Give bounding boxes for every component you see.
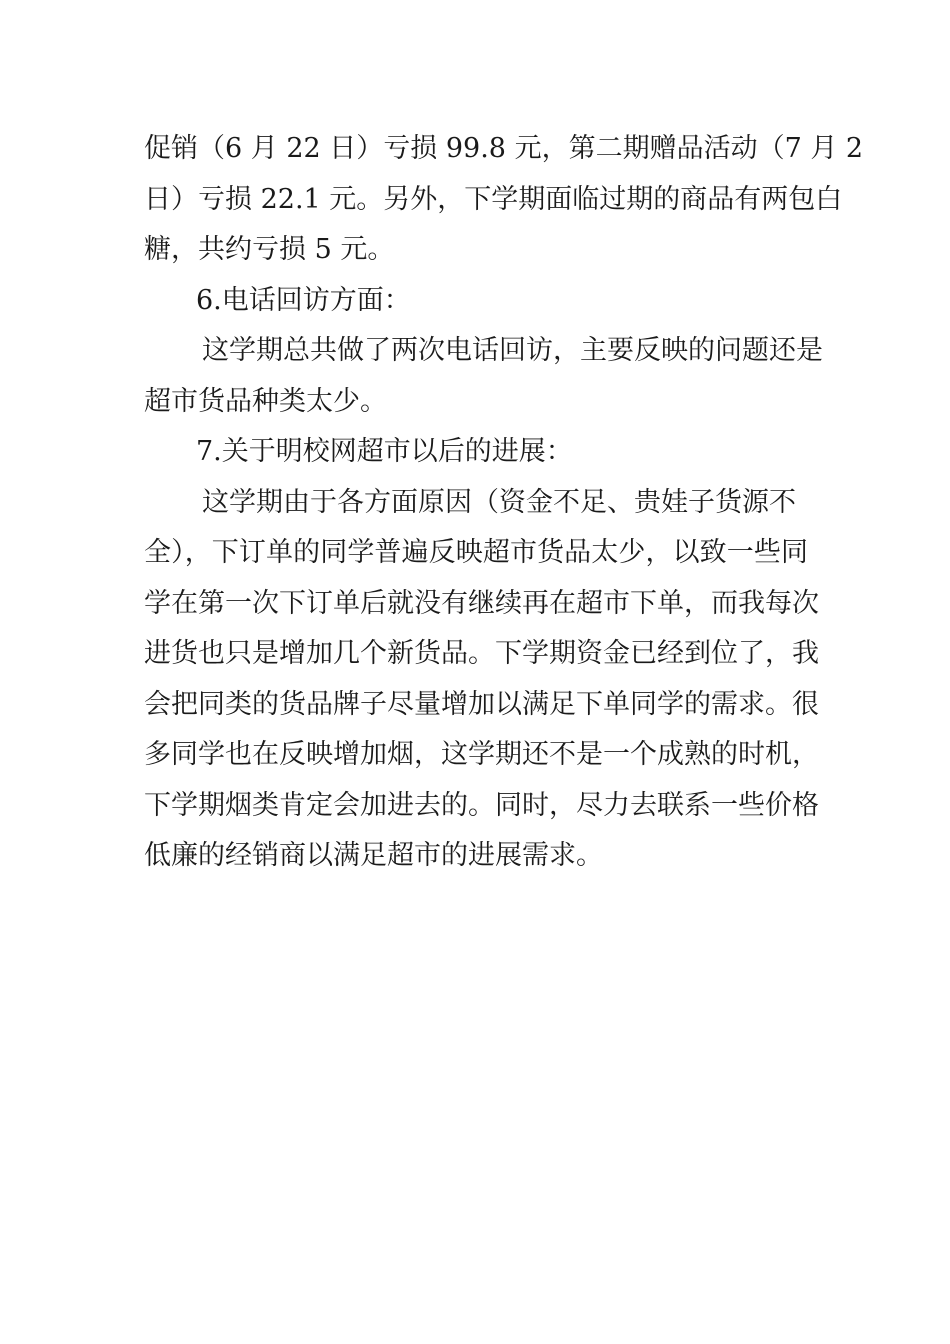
- document-body: [144, 124, 864, 882]
- paragraph-line: 促销（6 月 22 日）亏损 99.8 元，第二期赠品活动（7 月 2: [144, 133, 864, 164]
- paragraph-line: 进货也只是增加几个新货品。下学期资金已经到位了，我: [144, 638, 819, 669]
- paragraph-line: 超市货品种类太少。: [144, 385, 387, 417]
- paragraph-line: 全），下订单的同学普遍反映超市货品太少，以致一些同: [144, 537, 808, 568]
- section-heading-7: 7.关于明校网超市以后的进展：: [196, 436, 573, 467]
- paragraph-line: 这学期由于各方面原因（资金不足、贵娃子货源不: [202, 486, 796, 518]
- paragraph-line: 学在第一次下订单后就没有继续再在超市下单，而我每次: [144, 587, 819, 619]
- paragraph-line: 这学期总共做了两次电话回访，主要反映的问题还是: [202, 335, 823, 366]
- paragraph-line: 糖，共约亏损 5 元。: [144, 234, 395, 265]
- section-heading-6: 6.电话回访方面：: [196, 284, 411, 316]
- paragraph-line: 下学期烟类肯定会加进去的。同时，尽力去联系一些价格: [144, 789, 819, 821]
- paragraph-line: 低廉的经销商以满足超市的进展需求。: [144, 840, 603, 871]
- paragraph-line: 多同学也在反映增加烟，这学期还不是一个成熟的时机，: [144, 739, 819, 770]
- paragraph-line: 日）亏损 22.1 元。另外，下学期面临过期的商品有两包白: [144, 183, 843, 215]
- paragraph-line: 会把同类的货品牌子尽量增加以满足下单同学的需求。很: [144, 688, 819, 720]
